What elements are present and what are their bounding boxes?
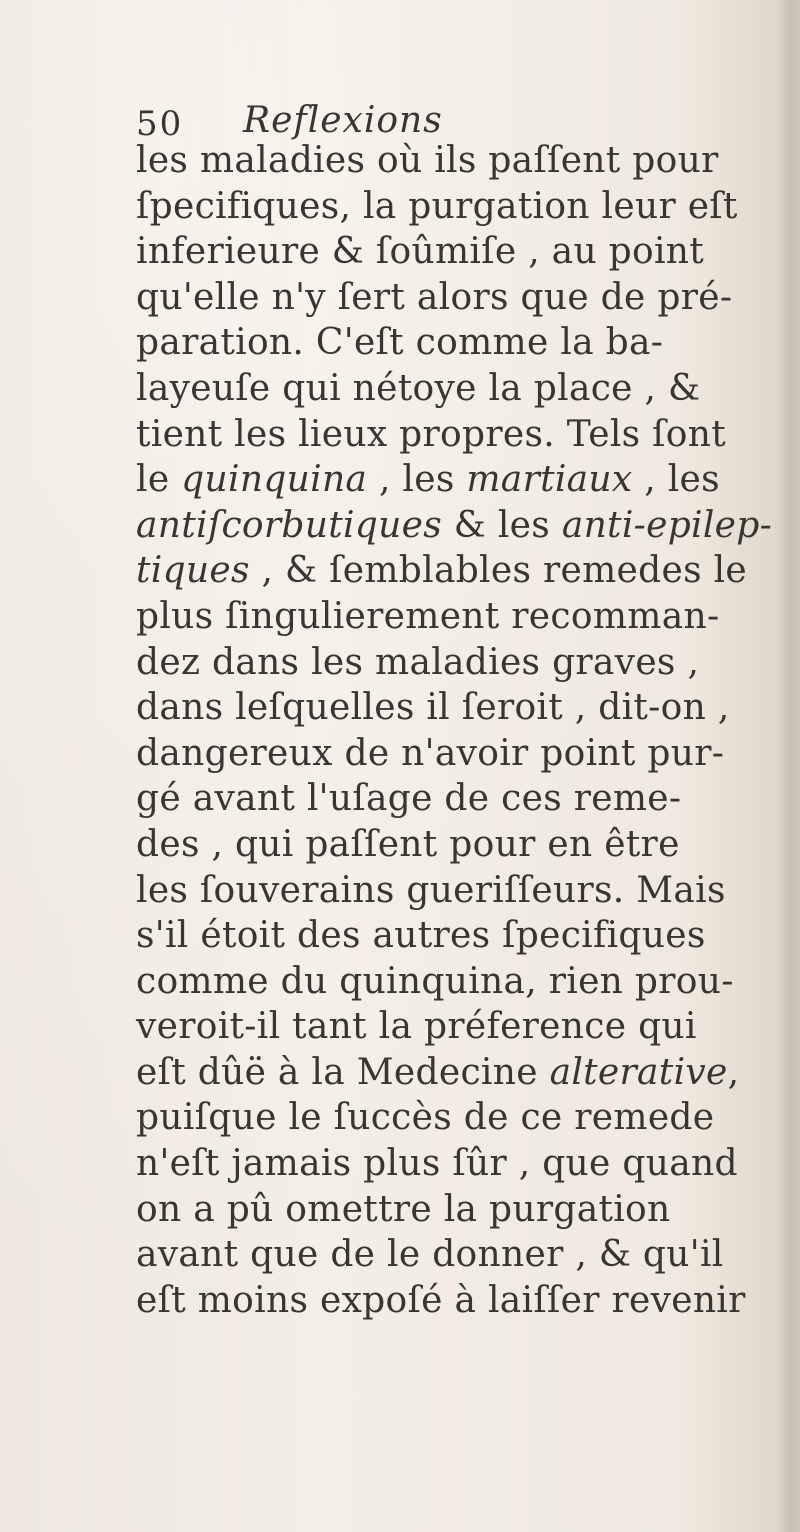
italic-term: antiſcorbutiques xyxy=(136,504,443,546)
text-segment: s'il étoit des autres ſpecifiques xyxy=(136,915,706,957)
italic-term: martiaux xyxy=(466,459,633,501)
text-segment: ſpecifiques, la purgation leur eſt xyxy=(136,185,738,227)
text-line xyxy=(136,503,776,549)
text-segment: dez dans les maladies graves , xyxy=(136,641,700,683)
text-segment: layeuſe qui nétoye la place , & xyxy=(136,367,701,409)
text-line xyxy=(136,1141,776,1187)
text-line xyxy=(136,275,776,321)
text-line xyxy=(136,366,776,412)
text-segment: gé avant l'uſage de ces reme- xyxy=(136,778,682,820)
body-text xyxy=(136,138,776,1323)
text-segment: tient les lieux propres. Tels ſont xyxy=(136,413,727,455)
text-line xyxy=(136,913,776,959)
running-title: Reflexions xyxy=(243,100,443,141)
text-line xyxy=(136,959,776,1005)
text-line xyxy=(136,685,776,731)
text-segment: & les xyxy=(442,504,562,546)
text-line xyxy=(136,1050,776,1096)
text-line xyxy=(136,1095,776,1141)
text-line xyxy=(136,457,776,503)
text-segment: , les xyxy=(367,459,467,501)
text-line xyxy=(136,1187,776,1233)
text-segment: des , qui paſſent pour en être xyxy=(136,823,680,865)
text-segment: , & ſemblables remedes le xyxy=(249,550,748,592)
text-line xyxy=(136,184,776,230)
text-segment: puiſque le ſuccès de ce remede xyxy=(136,1097,715,1139)
text-segment: avant que de le donner , & qu'il xyxy=(136,1234,724,1276)
text-line xyxy=(136,776,776,822)
text-line xyxy=(136,1232,776,1278)
text-line xyxy=(136,412,776,458)
italic-term: alterative xyxy=(549,1051,728,1093)
italic-term: tiques xyxy=(136,550,250,592)
text-segment: les ſouverains gueriſſeurs. Mais xyxy=(136,869,726,911)
text-segment: le xyxy=(136,459,182,501)
text-segment: dangereux de n'avoir point pur- xyxy=(136,732,725,774)
page-edge xyxy=(778,0,800,1532)
text-line xyxy=(136,640,776,686)
text-line xyxy=(136,822,776,868)
text-segment: eſt moins expoſé à laiſſer revenir xyxy=(136,1279,746,1321)
text-segment: plus ſingulierement recomman- xyxy=(136,595,720,637)
text-line xyxy=(136,1004,776,1050)
text-line xyxy=(136,1278,776,1324)
text-segment: eſt dûë à la Medecine xyxy=(136,1051,550,1093)
text-segment: dans leſquelles il ſeroit , dit-on , xyxy=(136,687,730,729)
text-segment: les maladies où ils paſſent pour xyxy=(136,140,719,181)
text-line xyxy=(136,229,776,275)
text-segment: comme du quinquina, rien prou- xyxy=(136,960,734,1002)
text-segment: on a pû omettre la purgation xyxy=(136,1188,671,1230)
text-line xyxy=(136,594,776,640)
text-line xyxy=(136,731,776,777)
text-line xyxy=(136,548,776,594)
text-line xyxy=(136,320,776,366)
text-line xyxy=(136,868,776,914)
text-segment: qu'elle n'y ſert alors que de pré- xyxy=(136,276,733,318)
italic-term: quinquina xyxy=(181,459,368,501)
page-number: 50 xyxy=(136,104,184,144)
text-segment: veroit-il tant la préference qui xyxy=(136,1006,697,1048)
text-segment: , les xyxy=(632,459,720,501)
text-segment: paration. C'eſt comme la ba- xyxy=(136,322,664,364)
italic-term: anti-epilep- xyxy=(561,504,773,546)
text-line xyxy=(136,138,776,184)
text-segment: inferieure & ſoûmiſe , au point xyxy=(136,231,705,273)
text-segment: , xyxy=(727,1051,740,1093)
text-segment: n'eſt jamais plus ſûr , que quand xyxy=(136,1143,738,1185)
